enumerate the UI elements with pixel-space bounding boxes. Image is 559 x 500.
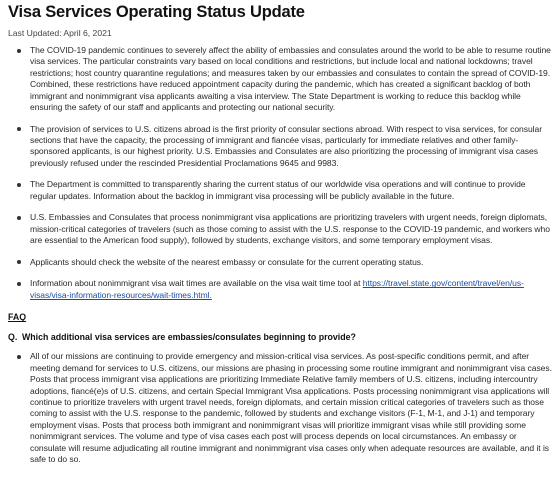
last-updated-date: Last Updated: April 6, 2021 <box>8 28 112 38</box>
faq-question <box>8 331 553 343</box>
bullet-item-check-website: Applicants should check the website of the nearest embassy or consulate for the current operating status. <box>30 257 553 268</box>
bullet-item-wait-times <box>30 278 553 301</box>
faq-heading <box>8 311 553 323</box>
question-text: Which additional visa services are embassies/consulates beginning to provide? <box>22 332 356 343</box>
bullet-item-transparency: The Department is committed to transparently sharing the current status of our worldwide visa operations and will continue to provide regular updates. Information about the backlog in immigrant visa processing will be publicly available in the future. <box>30 179 553 202</box>
bullet-item-nonimmigrant-priority: U.S. Embassies and Consulates that process nonimmigrant visa applications are prioritizing travelers with urgent needs, foreign diplomats, mission-critical categories of travelers (such as those coming to assist with the U.S. response to the COVID-19 pandemic, and workers who are essential to the American food supply), followed by students, exchange visitors, and some temporary employment visas. <box>30 212 553 246</box>
bullet-item-service-priority: The provision of services to U.S. citizens abroad is the first priority of consular sections abroad. With respect to visa services, for consular sections that have the capacity, the processing of immigrant and fiancée visas, particularly for immediate relatives and other family-sponsored applicants, is our highest priority. U.S. Embassies and Consulates are also prioritizing the processing of immigrant visa cases previously refused under the rescinded Presidential Proclamations 9645 and 9983. <box>30 124 553 170</box>
bullet-item-pandemic-impact: The COVID-19 pandemic continues to severely affect the ability of embassies and consulates around the world to be able to resume routine visa services. The particular constraints vary based on local conditions and restrictions, but include local and national lockdowns; travel restrictions; host country quarantine regulations; and measures taken by our embassies and consulates to contain the spread of COVID-19. Combined, these restrictions have reduced appointment capacity during the pandemic, which has created a significant backlog of both immigrant and nonimmigrant visa applicants awaiting a visa interview. The State Department is working to reduce this backlog while ensuring the safety of our staff and applicants and protecting our national security. <box>30 45 553 113</box>
question-label: Q. <box>8 332 18 343</box>
page-title: Visa Services Operating Status Update <box>8 3 305 21</box>
wait-times-text: Information about nonimmigrant visa wait times are available on the visa wait time tool at <box>30 278 363 289</box>
faq-label: FAQ <box>8 312 27 323</box>
faq-answer-list <box>8 351 553 465</box>
wait-times-link[interactable]: https://travel.state.gov/content/travel/en/us-visas/visa-information-resources/wait-times.html. <box>30 278 524 300</box>
status-bullet-list <box>8 45 553 301</box>
faq-answer-text: All of our missions are continuing to provide emergency and mission-critical visa services. As post-specific conditions permit, and after meeting demand for services to U.S. citizens, our missions are phasing in processing some routine immigrant and nonimmigrant visa cases. Posts that process immigrant visa applications are prioritizing Immediate Relative family members of U.S. citizens, including intercountry adoptions, fiancé(e)s of U.S. citizens, and certain Special Immigrant Visa applications. Posts processing nonimmigrant visa applications will continue to prioritize travelers with urgent travel needs, foreign diplomats, and certain mission critical categories of travelers such as those coming to assist with the U.S. response to the pandemic, followed by students and exchange visitors (F-1, M-1, and J-1) and temporary employment visas. Posts that process both immigrant and nonimmigrant visas will prioritize immigrant visas while still providing some nonimmigrant services. The volume and type of visa cases each post will process depends on local circumstances. An embassy or consulate will resume adjudicating all routine immigrant and nonimmigrant visa cases only when adequate resources are available, and it is safe to do so. <box>30 351 552 465</box>
